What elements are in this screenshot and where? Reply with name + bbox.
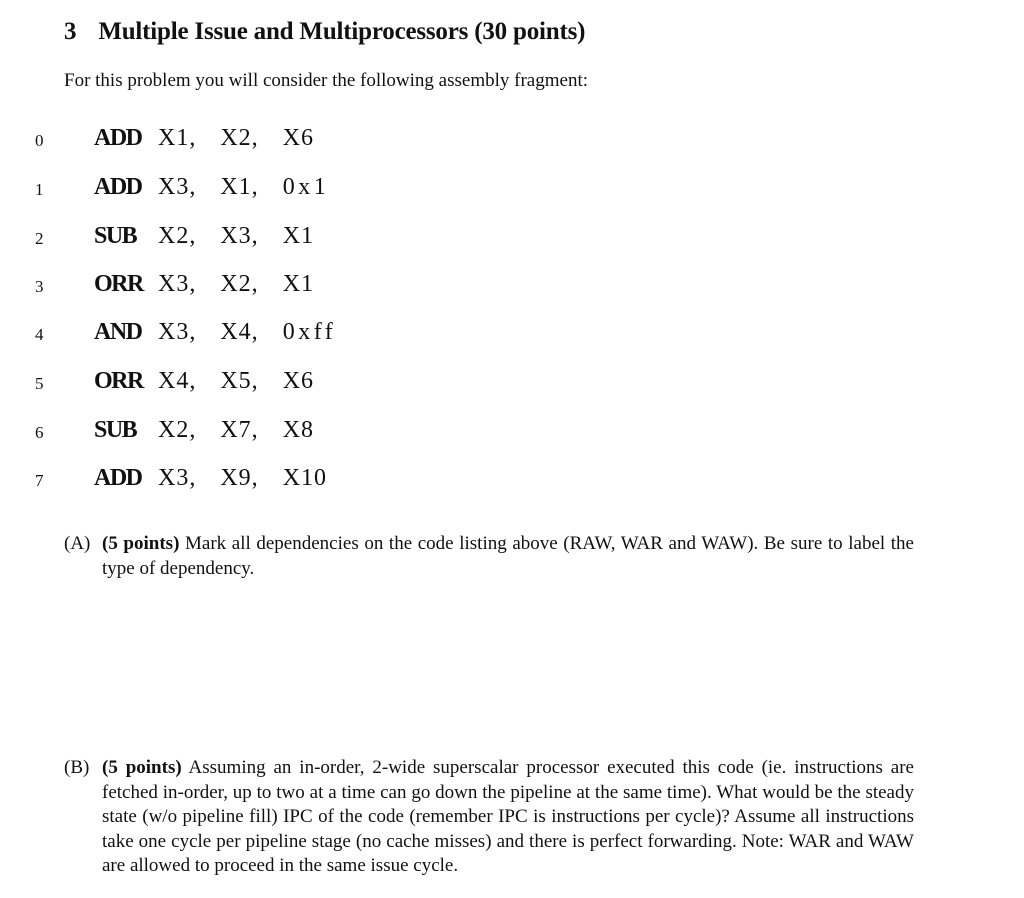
- opcode: SUB: [94, 417, 137, 443]
- code-line: [0, 417, 600, 447]
- section-heading: [64, 18, 585, 46]
- line-number: 0: [35, 131, 44, 150]
- operands: [158, 417, 314, 444]
- opcode: AND: [94, 319, 142, 345]
- question-body: [102, 756, 914, 879]
- question-text: Assuming an in-order, 2-wide superscalar processor executed this code (ie. instructions are fetched in-order, up to two at a time can go down the pipeline at the same time). What would be the steady state (w/o pipeline fill) IPC of the code (remember IPC is instructions per cycle)? Assume all instructions take one cycle per pipeline stage (no cache misses) and there is perfect forwarding. Note: WAR and WAW are allowed to proceed in the same issue cycle.: [102, 757, 914, 876]
- opcode: ADD: [94, 174, 142, 200]
- opcode: ADD: [94, 465, 142, 491]
- operands: [158, 368, 314, 395]
- operand: X6: [282, 368, 315, 394]
- question-points: (5 points): [102, 757, 182, 778]
- question-label: (A): [64, 533, 91, 554]
- operands: [158, 125, 314, 152]
- line-number: 6: [35, 423, 44, 442]
- line-number: 3: [35, 277, 44, 296]
- question-b: [64, 756, 914, 879]
- operand: X3,: [158, 271, 197, 297]
- code-line: [0, 271, 600, 301]
- question-label: (B): [64, 757, 90, 778]
- operands: [158, 174, 329, 201]
- operand: X3,: [220, 223, 259, 249]
- opcode: ORR: [94, 271, 143, 297]
- section-title: Multiple Issue and Multiprocessors (30 points): [98, 18, 586, 45]
- line-number: 1: [35, 180, 44, 199]
- line-number: 4: [35, 325, 44, 344]
- code-line: [0, 368, 600, 398]
- operand: X4,: [158, 368, 197, 394]
- section-number: 3: [64, 18, 77, 45]
- line-number: 5: [35, 374, 44, 393]
- operand: X2,: [158, 223, 197, 249]
- question-body: [102, 532, 914, 581]
- operand: X10: [282, 465, 328, 491]
- operand: 0x1: [282, 174, 330, 200]
- operands: [158, 223, 314, 250]
- opcode: SUB: [94, 223, 137, 249]
- operand: X1: [282, 223, 315, 249]
- operand: X9,: [220, 465, 259, 491]
- operands: [158, 465, 327, 492]
- code-line: [0, 125, 600, 155]
- intro-text: For this problem you will consider the following assembly fragment:: [64, 70, 589, 91]
- code-line: [0, 174, 600, 204]
- operand: X5,: [220, 368, 259, 394]
- operand: 0xff: [282, 319, 337, 345]
- operand: X1,: [158, 125, 197, 151]
- line-number: 2: [35, 229, 44, 248]
- question-text: Mark all dependencies on the code listing above (RAW, WAR and WAW). Be sure to label the type of dependency.: [102, 533, 914, 579]
- operand: X2,: [158, 417, 197, 443]
- operand: X2,: [220, 125, 259, 151]
- operand: X8: [282, 417, 315, 443]
- operands: [158, 319, 336, 346]
- operand: X3,: [158, 174, 197, 200]
- question-points: (5 points): [102, 533, 180, 554]
- code-line: [0, 223, 600, 253]
- operands: [158, 271, 314, 298]
- code-line: [0, 319, 600, 349]
- operand: X1: [282, 271, 315, 297]
- operand: X4,: [220, 319, 259, 345]
- operand: X1,: [220, 174, 259, 200]
- opcode: ORR: [94, 368, 143, 394]
- operand: X3,: [158, 319, 197, 345]
- operand: X6: [282, 125, 315, 151]
- operand: X3,: [158, 465, 197, 491]
- opcode: ADD: [94, 125, 142, 151]
- line-number: 7: [35, 471, 44, 490]
- code-line: [0, 465, 600, 495]
- question-a: [64, 532, 914, 581]
- operand: X7,: [220, 417, 259, 443]
- operand: X2,: [220, 271, 259, 297]
